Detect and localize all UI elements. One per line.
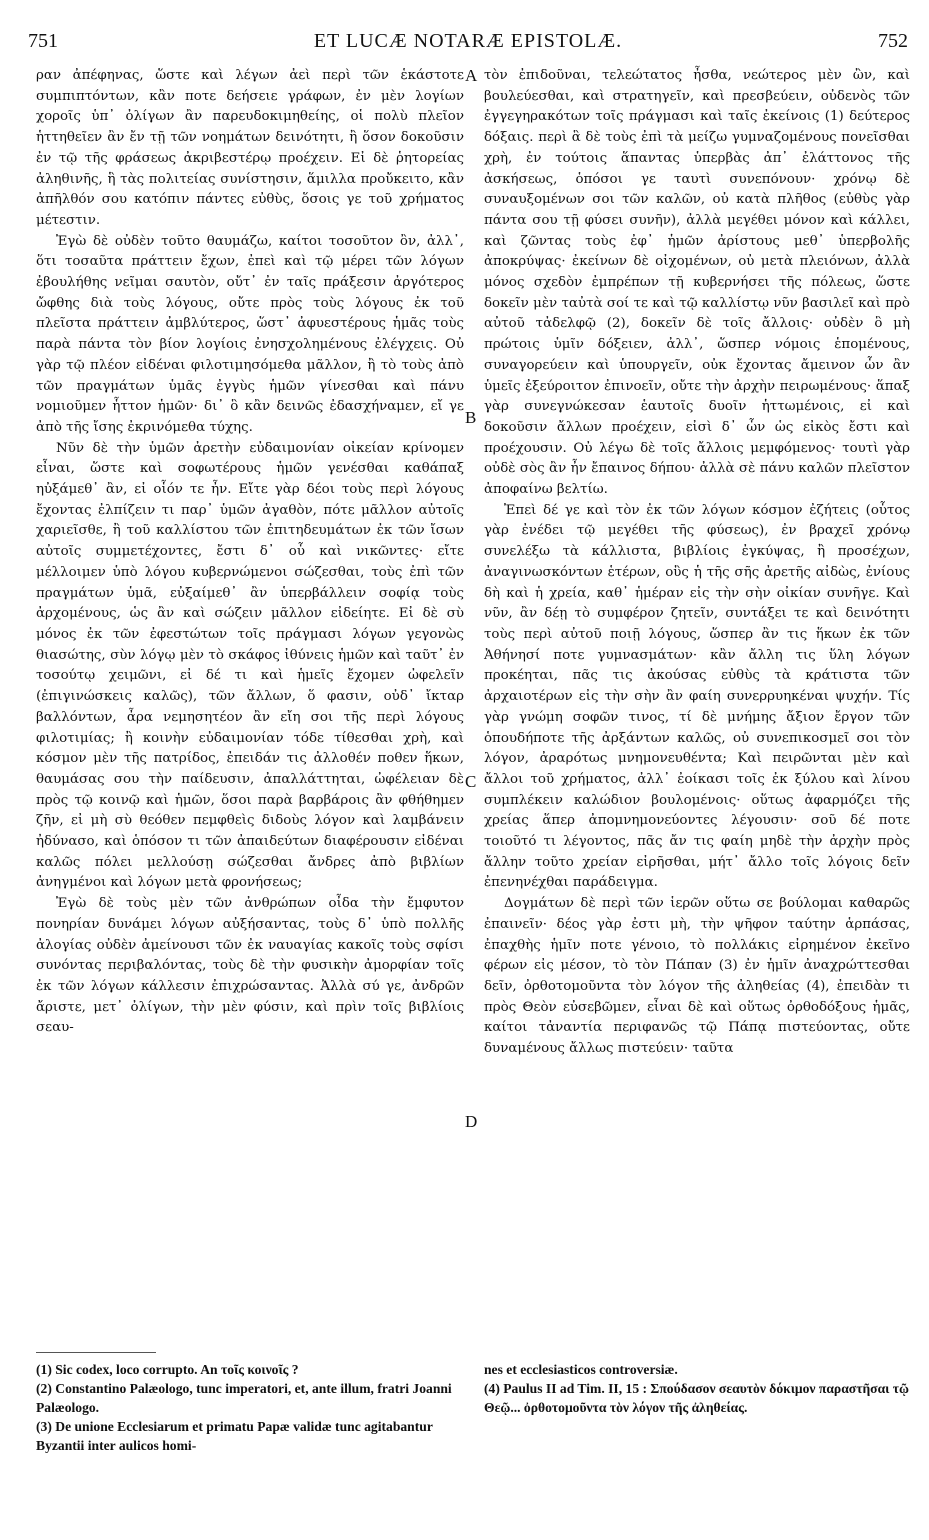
margin-letter-b: B xyxy=(465,408,477,427)
left-column xyxy=(36,66,464,1039)
left-paragraph-1: ραν ἀπέφηνας, ὥστε καὶ λέγων ἀεὶ περὶ τῶν ἑκάστοτε συμπιπτόντων, κἂν ποτε δεήσειε γράφων, ἐν μὲν λογίων χοροῖς ὑπ᾽ ὀλίγων ἂν παρευδοκιμηθείης, οἱ πολὺ πλεῖον ἡττηθεῖεν ἂν ἔν τῇ τῶν νοημάτων δεινότητι, ἢ ὅσον δοκοῦσιν ἐν τῷ τῆς φράσεως ἀκριβεστέρῳ προέχειν. Εἰ δὲ ῥητορείας ἀληθινῆς, ἣ τὰς πολιτείας συνίστησιν, ἅμιλλα προὔκειτο, κἂν ἀπῆλθόν σου κατόπιν πάντες εὐθὺς, ὅσοις γε τοῦ χρήματος μέτεστιν. xyxy=(36,68,464,228)
margin-letter-d: D xyxy=(465,1112,478,1131)
left-paragraph-2: Ἐγὼ δὲ οὐδὲν τοῦτο θαυμάζω, καίτοι τοσοῦτον ὂν, ἀλλ᾽, ὅτι τοσαῦτα πράττειν ἔχων, ἐπεὶ καὶ τῷ μέρει τῶν λόγων ἐβουλήθης νεῖμαι σαυτὸν, οὔτ᾽ ἐν ταῖς πράξεσιν ἀργότερος ὤφθης διὰ τοὺς λόγους, οὔτε πρὸς τοὺς λόγους ἐκ τοῦ πλεῖστα πράττειν ἀμβλύτερος, ὥστ᾽ ἀφυεστέρους ἡμᾶς τοὺς παρὰ πάντα τὸν βίον λογίοις ἐνησχολημένους ἐλέγχεις. Οὐ γὰρ τῷ πλέον εἰδέναι φιλοτιμησόμεθα μᾶλλον, ἢ τὸ τοὺς ἀπὸ τῶν πραγμάτων ὑμᾶς ἐγγὺς ἡμῶν γίνεσθαι καὶ πάνυ νομιοῦμεν ἧττον ἡμῶν· δι᾽ ὃ κἂν δεινῶς ἐδασχήναμεν, εἴ γε ἀπὸ τῆς ἴσης ἐκρινόμεθα τύχης. xyxy=(36,233,464,435)
footnotes-left xyxy=(36,1360,466,1455)
left-paragraph-4: Ἐγὼ δὲ τοὺς μὲν τῶν ἀνθρώπων οἶδα τὴν ἔμφυτον πονηρίαν δυνάμει λόγων αὐξήσαντας, τοὺς δ᾽ ὑπὸ πολλῆς ἀλογίας οὐδὲν ἀμείνουσι τῶν ἐκ ναυαγίας κακοῖς τοὺς σφίσι συνόντας περιβαλόντας, τοὺς δὲ τὴν φυσικὴν ἀμορφίαν τοῖς ἐκ τῶν λόγων κάλλεσιν ἐπιχρώσαντας. Ἀλλὰ σύ γε, ἀνδρῶν ἄριστε, μετ᾽ ὀλίγων, τὴν μὲν φύσιν, καὶ πρὶν τοῖς βιβλίοις σεαυ- xyxy=(36,896,464,1036)
footnotes-right xyxy=(484,1360,910,1417)
left-paragraph-3: Νῦν δὲ τὴν ὑμῶν ἀρετὴν εὐδαιμονίαν οἰκείαν κρίνομεν εἶναι, ὥστε καὶ σοφωτέρους ἡμῶν γενέσθαι καθάπαξ ηὐξάμεθ᾽ ἂν, εἰ οἷόν τε ἦν. Εἴτε γὰρ δέοι τοὺς περὶ λόγους ἔχοντας ἐλπίζειν τι παρ᾽ ὑμῶν ἀγαθὸν, πότε μᾶλλον αὐτοῖς χαριεῖσθε, ἢ τοῦ καλλίστου τῶν ἐπιτηδευμάτων ἐκ τῶν ἴσων αὐτοῖς συμμετέχοντες, ἔστι δ᾽ οὗ καὶ νικῶντες· εἴτε μέλλοιμεν ὑπὸ λόγου κυβερνώμενοι σώζεσθαι, τοὺς ἐπὶ τῶν πραγμάτων ὑμᾶ, εὐξαίμεθ᾽ ἂν ὑπερβάλλειν σοφίᾳ τοὺς ἀρχομένους, ὡς ἂν καὶ σώζειν μᾶλλον εἰδείητε. Εἰ δὲ σὺ μόνος ἐκ τῶν ἐφεστώτων τοῖς πράγμασι λόγων γεγονὼς θιασώτης, σὺν λόγῳ μὲν τὸ σκάφος ἰθύνεις ἡμῶν καὶ ταῦτ᾽ ἐν τοσούτῳ χειμῶνι, εἰ δέ τι καὶ ἡμεῖς ἔχομεν ὠφελεῖν (ἐπιγινώσκεις καλῶς), τῶν ἄλλων, ὅ φασιν, οὐδ᾽ ἴκταρ βαλλόντων, ἆρα νεμησητέον ἂν εἴη σοι τῆς περὶ λόγους φιλοτιμίας; ἢ κοινὴν εὐδαιμονίαν τόδε τίθεσθαι χρὴ, καὶ κόσμον μὲν τῆς πατρίδος, ἐπειδάν τις ἀλλοθέν ποθεν ἥκων, θαυμάσας σου τὴν παίδευσιν, ἀπαλλάττηται, ὠφέλειαν δὲ πρὸς τῷ κοινῷ καὶ ἡμῶν, ὅσοι παρὰ βαρβάροις ἂν φθήθημεν ζῆν, εἰ μὴ σὺ θεόθεν πεμφθεὶς διδοὺς λόγον καὶ λαμβάνειν ἠδύνασο, καὶ ὁπόσον τι τῶν ἀπαιδεύτων διαφέρουσιν εἰδέναι καλῶς πόλει μελλούσῃ σώζεσθαι ἄνδρες ἀπὸ βιβλίων ἀνηγμένοι καὶ λόγων μετὰ φρονήσεως; xyxy=(36,440,464,891)
margin-letter-c: C xyxy=(465,772,477,791)
left-page-number: 751 xyxy=(28,30,58,52)
margin-letter-a: A xyxy=(465,66,478,85)
running-header xyxy=(28,30,908,60)
running-title: ET LUCÆ NOTARÆ EPISTOLÆ. xyxy=(313,30,623,52)
right-paragraph-1: τὸν ἐπιδοῦναι, τελεώτατος ἦσθα, νεώτερος μὲν ὢν, καὶ βουλεύεσθαι, καὶ στρατηγεῖν, καὶ πρεσβεύειν, οὐδενὸς τῶν ἐγγεγηρακότων τοῖς πράγμασι καὶ ταῖς ἐκείνοις (1) δεύτερος δόξαις. περὶ ἃ δὲ τοὺς ἐπὶ τὰ μείζω γυμναζομένους πονεῖσθαι χρὴ, ἐν τούτοις ἅπαντας ὑπερβὰς ἀπ᾽ ἐλάττονος τῆς ἀσκήσεως, ὁπόσοι γε ταυτὶ συνεπόνουν· χρόνῳ δὲ συναυξομένων σοι τῶν καλῶν, οὐ κατὰ πλῆθος (εὐθὺς γὰρ πάντα σου τῇ φύσει συνῆν), ἀλλὰ μεγέθει μόνον καὶ κάλλει, καὶ ζῶντας τοὺς ἐφ᾽ ἡμῶν ἀρίστους μεθ᾽ ὑπερβολῆς ἀποκρύψας· ἐκείνων δὲ οἰχομένων, οὐ μετὰ πλειόνων, ἀλλὰ μόνος σχεδὸν ἐμπρέπων τῇ κυβερνήσει τῆς πόλεως, ὥστε δοκεῖν μὲν ταὐτὰ σοί τε καὶ τῷ καλλίστῳ νῦν βασιλεῖ καὶ πρὸ αὐτοῦ τἀδελφῷ (2), δοκεῖν δὲ τοῖς ἄλλοις· οὐδὲν ὃ μὴ πρώτοις ὑμῖν δόξειεν, ἀλλ᾽, ὥσπερ νόμοις ἑπομένους, συναγορεύειν καὶ ὑπουργεῖν, οὐκ ἔχοντας ἄμεινον ὧν ἂν ὑμεῖς ἐξεύροιτον ἐπινοεῖν, οὔτε τὴν ἀρχὴν πειρωμένους· ἅπαξ γὰρ συνεγνώκεσαν ἑαυτοῖς δυοῖν ἡττωμένοις, εἰ καὶ δοκοῦσιν ἄλλων προέχειν, εἰσὶ δ᾽ ὧν ὡς εἰκὸς ἔστι καὶ προέχουσιν. Οὐ λέγω δὲ τοῖς ἄλλοις μεμφόμενος· τουτὶ γὰρ οὐδὲ σὸς ἂν ἦν ἔπαινος δήπου· ἀλλὰ σὲ πάνυ καλῶν πλεῖστον ἀποφαίνω βελτίω. xyxy=(484,68,910,498)
footnote-2: (2) Constantino Palæologo, tunc imperatori, et, ante illum, fratri Joanni Palæologo. xyxy=(36,1381,452,1415)
footnote-3-continued: nes et ecclesiasticos controversiæ. xyxy=(484,1362,678,1377)
right-column xyxy=(484,66,910,1060)
right-paragraph-3: Δογμάτων δὲ περὶ τῶν ἱερῶν οὕτω σε βούλομαι καθαρῶς ἐπαινεῖν· δέος γὰρ ἐστι μὴ, τὴν ψῆφον ταύτην ἁρπάσας, ἐπαχθὴς ἡμῖν ποτε γένοιο, τὸ πολλάκις εἰρημένον ἐκεῖνο φέρων εἰς μέσον, τὸ τὸν Πάπαν (3) ἐν ἡμῖν ἀναχρώττεσθαι δεῖν, ὀρθοτομοῦντα τὸν λόγον τῆς ἀληθείας (4), ἐπειδὰν τι πρὸς Θεὸν εὐσεβῶμεν, εἶναι δὲ καὶ οὕτως ὀρθοδόξους ἡμᾶς, καίτοι τἀναντία περιφανῶς τῷ Πάπᾳ πιστεύοντας, οὔτε δυναμένους ἄλλως πιστεύειν· ταῦτα xyxy=(484,896,910,1057)
footnote-3: (3) De unione Ecclesiarum et primatu Papæ validæ tunc agitabantur Byzantii inter aulicos homi- xyxy=(36,1419,433,1453)
right-paragraph-2: Ἐπεὶ δέ γε καὶ τὸν ἐκ τῶν λόγων κόσμον ἐζήτεις (οὗτος γὰρ ἐνέδει τῷ μεγέθει τῆς φύσεως), ἐν βραχεῖ χρόνῳ συνελέξω τὰ κάλλιστα, βιβλίοις ἐγκύψας, ἢ προσέχων, ἀναγινωσκόντων ἑτέρων, οὓς ἡ τῆς σῆς ἀρετῆς αἰδὼς, ἐνίους δὴ καὶ ἡ χρεία, καθ᾽ ἡμέραν εἰς τὴν σὴν οἰκίαν συνῆγε. Καὶ νῦν, ἂν δέῃ τὸ συμφέρον ζητεῖν, συντάξει τε καὶ δεινότητι τοὺς περὶ αὐτοῦ ποιῇ λόγους, ὥσπερ ἂν τις ἥκων ἐκ τῶν Ἀθήνησί ποτε γυμνασμάτων· κἂν ἄλλη τις ὕλη λόγων προκέηται, πᾶς τις ἀκούσας εὐθὺς τὰ κράτιστα τῶν ἀρχαιοτέρων εἰς τὴν σὴν ἂν φαίη συνερρυηκέναι ψυχήν. Τίς γὰρ γνώμη σοφῶν τινος, τί δὲ μνήμης ἄξιον ἔργον τῶν ὁπουδήποτε τῆς ἀρξάντων καλῶς, οὐ συνεπικοσμεῖ σοι τὸν λόγον, ἀραρότως μνημονευθέντα; Καὶ πειρῶνται μὲν καὶ ἄλλοι τοῦ χρήματος, ἀλλ᾽ ἐοίκασι τοῖς ἐκ ξύλου καὶ λίνου συμπλέκειν καλώδιον βουλομένοις· οὕτως ἀφαρμόζει τῆς χρείας ἅπερ ἀπομνημονεύοντες λέγουσιν· σοῦ δέ ποτε τοιοῦτό τι λέγοντος, πᾶς ἄν τις φαίη μηδὲ τὴν ἀρχὴν πρὸς ἄλλην τοῦτο χρείαν εἰρῆσθαι, μήτ᾽ ἄλλο τοῖς λόγοις δεῖν ἐπενηνέχθαι παράδειγμα. xyxy=(484,502,910,891)
footnote-1: (1) Sic codex, loco corrupto. An τοῖς κοινοῖς ? xyxy=(36,1362,299,1377)
footnote-4: (4) Paulus II ad Tim. II, 15 : Σπούδασον σεαυτὸν δόκιμον παραστῆσαι τῷ Θεῷ... ὀρθοτομοῦντα τὸν λόγον τῆς ἀληθείας. xyxy=(484,1381,909,1415)
footnote-rule-left xyxy=(36,1352,156,1353)
right-page-number: 752 xyxy=(878,30,908,52)
